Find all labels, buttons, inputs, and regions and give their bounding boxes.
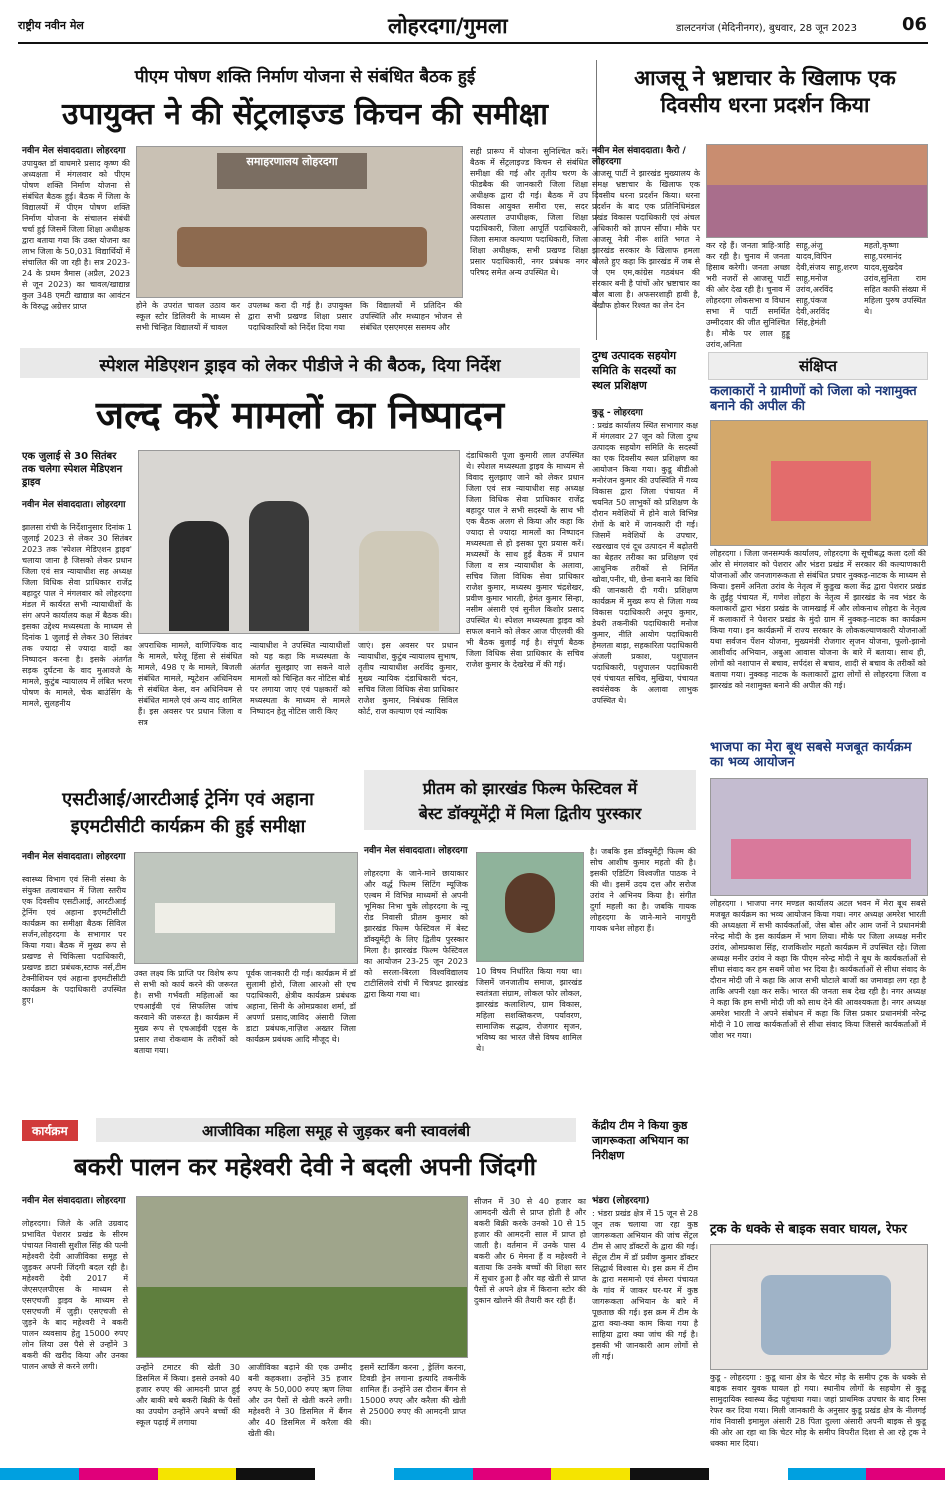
story1-photo <box>136 146 463 298</box>
story6-photo <box>476 852 584 962</box>
person <box>249 501 309 631</box>
story1-col5: सही प्रारूप में योजना सुनिश्चित करें। बैठक में सेंट्रलाइज्ड किचन से संबंधित समीक्षा की गई और तृतीय चरण के फीडबैक की जानकारी जिला शिक्षा अधीक्षक द्वारा दी गई। बैठक में उप विकास आयुक्त समीरा एस, सदर अस्पताल उपाधीक्षक, जिला शिक्षा पदाधिकारी, जिला आपूर्ति पदाधिकारी, जिला समाज कल्याण पदाधिकारी, जिला शिक्षा अधीक्षक, सभी प्रखण्ड शिक्षा प्रसार पदाधिकारी, नगर प्रबंधक नगर परिषद समेत अन्य उपस्थित थे। <box>470 147 588 277</box>
brief2-text: लोहरदगा । भाजपा नगर मण्डल कार्यालय अटल भवन में मेरा बूथ सबसे मजबूत कार्यक्रम का भव्य आयोजन किया गया। नगर अध्यक्ष अमरेश भारती की अध्यक्षता में सभी कार्यकर्ताओं, जेस बोस और आम जनों ने प्रधानमंत्री नरेन्द्र मोदी के इस कार्यक्रम में भाग लिया। मौके पर जिला अध्यक्ष मनीर उरांव, ओमप्रकाश सिंह, राजकिशोर महतो कार्यक्रम में उपस्थित रहे। जिला अध्यक्ष मनीर उरांव ने कहा कि पीएम नरेन्द्र मोदी ने बूथ के कार्यकर्ताओं से सीधा संवाद कर हम सबमें जोश भर दिया है। कार्यकर्ताओं से सीधा संवाद के दौरान मोदी जी ने कहा कि आज सभी घोटाले बाजों का जमावड़ा लग रहा है ताकि अपनी रक्षा कर सकें। भारत की जनता सब देख रही है। नगर अध्यक्ष ने कहा कि हम सभी मोदी जी को साथ देने की आवश्यकता है। नगर अध्यक्ष अमरेश भारती ने अपने संबोधन में कहा कि जिस प्रकार प्रधानमंत्री नरेन्द्र मोदी ने 10 लाख कार्यकर्ताओं से सीधा संवाद किया जिससे कार्यकर्ताओं में जोश भर गया। <box>710 899 926 1040</box>
story3-col4: जाएं। इस अवसर पर प्रधान न्यायाधीश, कुटुंब न्यायालय सुभाष, तृतीय न्यायाधीश अरविंद कुमार, मुख्य न्यायिक दंडाधिकारी चंदन, सचिव जिला विधिक सेवा प्राधिकार राजेश कुमार, निबंधक सिविल कोर्ट, राज कल्याण एवं न्यायिक <box>358 641 458 716</box>
story3-byline: नवीन मेल संवाददाता। लोहरदगा <box>22 500 126 510</box>
story3-headline: जल्द करें मामलों का निष्पादन <box>95 392 505 437</box>
story7-photo <box>136 1196 468 1358</box>
brief1-photo <box>710 420 928 546</box>
edition-title: लोहरदगा/गुमला <box>388 13 508 38</box>
story2-col1: आजसू पार्टी ने झारखंड मुख्यालय के समक्ष भ्रष्टाचार के खिलाफ एक दिवसीय धरना प्रदर्शन किया। धरना प्रदर्शन के बाद एक प्रतिनिधिमंडल प्रखंड विकास पदाधिकारी एवं अंचल अधिकारी को ज्ञापन सौंपा। मौके पर आजसू नेत्री नीरू शांति भगत ने झारखंड सरकार के खिलाफ हमला बोलते हुए कहा कि झारखंड में जब से जे एम एम,कांग्रेस गठबंधन की सरकार बनी है पांचों ओर भ्रष्टाचार का बोल बाला है। अफसरशाही हावी है, बेखौफ होकर रिश्वत का लेन देन <box>592 169 700 310</box>
story3-col2: अपराधिक मामले, वाणिज्यिक वाद के मामले, घरेलू हिंसा से संबंधित मामले, 498 ए के मामले, बिजली संबंधित मामले, म्यूटेशन अधिनियम से संबंधित केस, वन अधिनियम से संबंधित मामले एवं अन्य वाद शामिल हैं। इस अवसर पर प्रधान जिला व सत्र <box>138 641 242 727</box>
story8-col1: : भंडरा प्रखंड क्षेत्र में 15 जून से 28 जून तक चलाया जा रहा कुष्ठ जागरूकता अभियान की जांच सेंट्रल टीम से आए डॉक्टरों के द्वारा की गई। सेंट्रल टीम में डॉ प्रवीण कुमार डॉक्टर सिद्धार्थ विश्वास थे। इस क्रम में टीम के द्वारा मसमानो एवं सेमरा पंचायत के गांव में जाकर घर-घर में कुष्ठ जागरूकता अभियान के बारे में पूछताछ की गई। इस क्रम में टीम के द्वारा क्या-क्या काम किया गया है साहिया द्वारा क्या जांच की गई है। इसकी भी जानकारी आम लोगों से ली गई। <box>592 1209 698 1361</box>
story6-headline-line1: प्रीतम को झारखंड फिल्म फेस्टिवल में <box>422 779 638 798</box>
story7-col5: सीजन में 30 से 40 हजार का आमदनी खेती से प्राप्त होती है और बकरी बिक्री करके उनको 10 से 15 हजार की आमदनी साल में प्राप्त हो जाती है। वर्तमान में उनके पास 4 बकरी और 6 मेमना हैं व महेश्वरी ने बताया कि उनके बच्चों की शिक्षा स्तर में सुधार हुआ है और वह खेती से प्राप्त पैसों से अपने क्षेत्र में किराना स्टोर की दुकान खोलने की तैयारी कर रही हैं। <box>474 1197 586 1305</box>
story7-col4: इसमें स्टार्किंग करना , ड्रेलिंग करना, टिवडी ड्रेन लगाना इत्यादि तकनीकें शामिल हैं। उन्होंने उस दौरान बैंगन से 15000 रुपए और करैला की खेती से 25000 रुपए की आमदनी प्राप्त की। <box>360 1363 466 1427</box>
story3-col3: न्यायाधीश ने उपस्थित न्यायाधीशों को यह कहा कि मध्यस्थता के अंतर्गत सुलझाए जा सकने वाले मामलों को चिन्हित कर नोटिस बोर्ड पर लगाया जाए एवं पक्षकारों को मध्यस्थता के माध्यम से मामले निष्पादन हेतु नोटिस जारी किए <box>250 641 350 716</box>
story5-byline: नवीन मेल संवाददाता। लोहरदगा <box>22 852 126 862</box>
story6-headline-line2: बेस्ट डॉक्यूमेंट्री में मिला द्वितीय पुरस्कार <box>418 804 642 823</box>
portrait <box>505 873 555 933</box>
story6-col2: 10 विषय निर्धारित किया गया था। जिसमें जनजातीय समाज, झारखंड स्वतंत्रता संग्राम, लोकल फोर लोकल, झारखंड कलाशिल्प, ग्राम विकास, महिला सशक्तिकरण, पर्यावरण, सामाजिक सद्भाव, रोजगार सृजन, भविष्य का भारत जैसे विषय शामिल थे। <box>476 967 582 1053</box>
story4-headline: दुग्ध उत्पादक सहयोग समिति के सदस्यों का स्थल प्रशिक्षण <box>592 349 677 392</box>
story8-byline: भंडरा (लोहरदगा) <box>592 1196 650 1206</box>
story1-col2: होने के उपरांत चावल उठाव कर स्कूल स्टोर डिलिवरी के माध्यम से सभी चिन्हित विद्यालयों में चावल <box>136 301 240 332</box>
story7-col3: आजीविका बढ़ाने की एक उम्मीद बनी कहकशा। उन्होंने 35 हजार रुपए के 50,000 रुपए ऋण लिया और उन पैसों से खेती करने लगी। महेश्वरी ने 30 डिसमिल में बैंगन और 40 डिसमिल में करैला की खेती की। <box>248 1363 352 1438</box>
story7-headline: बकरी पालन कर महेश्वरी देवी ने बदली अपनी जिंदगी <box>74 1152 536 1181</box>
story5-headline-line2: इएमटीसीटी कार्यक्रम की हुई समीक्षा <box>70 816 306 837</box>
story5-headline-line1: एसटीआई/आरटीआई ट्रेनिंग एवं अहाना <box>62 789 314 810</box>
story2-photo <box>706 144 928 238</box>
story3-photo <box>138 450 460 634</box>
story6-headline <box>364 776 696 826</box>
story2-byline: नवीन मेल संवाददाता। कैरो / लोहरदगा <box>592 146 686 167</box>
brief3-title: ट्रक के धक्के से बाइक सवार घायल, रेफर <box>710 1222 907 1237</box>
story1-col3: उपलब्ध करा दी गई है। उपायुक्त द्वारा सभी प्रखण्ड शिक्षा प्रसार पदाधिकारियों को निर्देश दिया गया <box>248 301 352 332</box>
story5-photo <box>134 852 358 964</box>
masthead <box>18 12 928 44</box>
story7-tag: कार्यक्रम <box>22 1120 78 1141</box>
story6-col1: लोहरदगा के जाने-माने छायाकार और वर्द्ध फिल्म सिटिंग म्यूजिक एल्बम में विभिन्न माध्यमों से अपनी भूमिका निभा चुके लोहरदगा के न्यू रोड निवासी प्रीतम कुमार को झारखंड फिल्म फेस्टिवल में बेस्ट डॉक्यूमेंट्री के लिए द्वितीय पुरस्कार मिला है। झारखंड फिल्म फेस्टिवल का आयोजन 23-25 जून 2023 को सरला-बिरला विश्वविद्यालय टाटीसिलवे रांची में चित्रपट झारखंड द्वारा किया गया था। <box>364 869 468 999</box>
conference-table <box>155 903 335 933</box>
paper-logo: राष्ट्रीय नवीन मेल <box>18 19 84 32</box>
story7-col1: लोहरदगा। जिले के अति उग्रवाद प्रभावित पेशरार प्रखंड के सीरम पंचायत निवासी सुशील सिंह की पत्नी महेश्वरी देवी आजीविका समूह से जुड़कर अपनी जिंदगी बदल रही है। महेश्वरी देवी 2017 में जेएसएलपीएस के माध्यम से एसएचजी ड्राइव के माध्यम से एसएचजी में जुड़ी। एसएचजी से जुड़ने के बाद महेश्वरी ने बकरी पालन व्यवसाय हेतु 15000 रुपए लोन लिया उस पैसे से उन्होंने 3 बकरी की खरीद किया और उनका पालन अच्छे से करने लगी। <box>22 1219 128 1371</box>
story1-col4: कि विद्यालयों में प्रतिदिन की उपस्थिति और मध्याहन भोजन से संबंधित एसएमएस ससमय और <box>360 301 462 332</box>
patient <box>761 1275 891 1355</box>
story6-col3: है। जबकि इस डॉक्यूमेंट्री फिल्म की सोच आशीष कुमार महतो की है। इसकी एडिटिंग विश्वजीत पाठक ने की थी। इसमें उदय दत्त और सरोज उरांव ने अभिनय किया है। संगीत दुर्गा महली का है। जबकि गायक लोहरदगा के जाने-माने नागपुरी गायक धनेश लोहरा हैं। <box>590 847 696 933</box>
story3-col1: झालसा रांची के निर्देशानुसार दिनांक 1 जुलाई 2023 से लेकर 30 सितंबर 2023 तक 'स्पेशल मेडिएशन ड्राइव' चलाया जाना है जिसको लेकर प्रधान जिला एवं सत्र न्यायाधीश सह अध्यक्ष जिला विधिक सेवा प्राधिकार राजेंद्र बहादुर पाल ने मंगलवार को लोहरदगा मंडल में कार्यरत सभी न्यायाधीशों के संग अपने कार्यालय कक्ष में बैठक की। इसका उद्देश्य मध्यस्थता के माध्यम से दिनांक 1 जुलाई से लेकर 30 सितंबर तक ज्यादा से ज्यादा वादों का निष्पादन करना है। इसके अंतर्गत सड़क दुर्घटना के वाद मुआवजे के मामले, कुटुंब न्यायालय में लंबित भरण पोषण के मामले, चेक बाउंसिंग के मामले, सुलहनीय <box>22 523 132 708</box>
story5-col2: उक्त लक्ष्य कि प्राप्ति पर विशेष रूप से सभी को कार्य करने की जरूरत है। सभी गर्भवती महिलाओं का एचआईवी एवं सिफलिस जांच करवाने की जरूरत है। कार्यक्रम में मुख्य रूप से एचआईवी एड्स के प्रसार तथा रोकथाम के तरीकों को बताया गया। <box>134 969 238 1055</box>
story1-col1: उपायुक्त डॉ वाघमारे प्रसाद कृष्ण की अध्यक्षता में मंगलवार को पीएम पोषण शक्ति निर्माण योजना से संबंधित बैठक हुई। बैठक में जिला के विद्यालयों में पीएम पोषण शक्ति निर्माण योजना के संचालन संबंधी चर्चा हुई जिसमें जिला शिक्षा अधीक्षक द्वारा बताया गया कि उक्त योजना का लाभ जिला के 50,031 विद्यार्थियों में संचालित की जा रही है। सत्र 2023-24 के प्रथम त्रैमास (अप्रैल, 2023 से जून 2023) का चावल/खाद्यान्न कुल 348 एमटी खाद्यान्न का आवंटन के विरुद्ध अग्रेत्तर प्राप्त <box>22 159 130 311</box>
dateline: डालटनगंज (मेदिनीनगर), बुधवार, 28 जून 2023 <box>676 23 857 34</box>
banner <box>771 461 871 521</box>
story5-headline <box>18 786 358 840</box>
story4-byline: कुडू - लोहरदगा <box>592 408 643 418</box>
story1-headline: उपायुक्त ने की सेंट्रलाइज्ड किचन की समीक्षा <box>62 97 548 132</box>
brief3-text: कुडू - लोहरदगा : कुडू थाना क्षेत्र के चेटर मोड़ के समीप ट्रक के धक्के से बाइक सवार युवक घायल हो गया। स्थानीय लोगों के सहयोग से कुडू सामुदायिक स्वास्थ्य केंद्र पहुंचाया गया। जहां प्राथमिक उपचार के बाद रिम्स रेफर कर दिया गया। मिली जानकारी के अनुसार कुडू प्रखंड क्षेत्र के नीलगई गांव निवासी इमामुल अंसारी 28 पिता दुल्ला अंसारी अपनी बाइक से कुडू की ओर आ रहा था कि चेटर मोड़ के समीप विपरीत दिशा से आ रहे ट्रक ने धक्का मार दिया। <box>710 1373 926 1448</box>
story3-kicker: स्पेशल मेडिएशन ड्राइव को लेकर पीडीजे ने की बैठक, दिया निर्देश <box>99 356 501 376</box>
brief1-text: लोहरदगा । जिला जनसम्पर्क कार्यालय, लोहरदगा के सूचीबद्ध कला दलों की ओर से मंगलवार को पेशरार और भंडरा प्रखंड में सरकार की कल्याणकारी योजनाओं और जनजागरूकता से संबंधित प्रचार नुक्कड़-नाटक के माध्यम से किया। इसमें अनिता उरांव के नेतृत्व में कुडुख कला केंद्र द्वारा पेशरार प्रखंड के तुईहु पंचायत में, गणेश लोहरा के नेतृत्व में झारखंड के नव भंडर के कलाकारों द्वारा भंडरा प्रखंड के जामखाई में और लोकनाथ लोहरा के नेतृत्व में कलाकारों ने पेशरार प्रखंड के मुंदो ग्राम में नुक्कड़-नाटक का कार्यक्रम किया गया। इन कार्यक्रमों में राज्य सरकार के लोककल्याणकारी योजनाओं यथा सर्वजन पेंशन योजना, मुख्यमंत्री रोजगार सृजन योजना, फूलो-झानो आशीर्वाद अभियान, अबुआ आवास योजना के बारे में बताया। साथ ही, लोगों को नशापान से बचाव, सर्पदंश से बचाव, शादी से बचाव के तरीकों को बताया गया। नुक्कड़ नाटक के कलाकारों द्वारा लोगों से लोहरदगा जिला व झारखंड को नशामुक्त बनाने की अपील की गई। <box>710 549 926 690</box>
story4-col1: : प्रखंड कार्यालय स्थित सभागार कक्ष में मंगलवार 27 जून को जिला दुग्ध उत्पादक सहयोग समिति के सदस्यों का एक दिवसीय स्थल प्रशिक्षण का आयोजन किया गया। कुडू बीडीओ मनोरंजन कुमार की उपस्थिति में गव्य विकास द्वारा जिला पंचायत में चयनित 50 लाभुकों को प्रशिक्षण के दौरान मवेशियों में होने वाले विभिन्न रोगों के बारे में जानकारी दी गई। जिसमें मवेशियों के उपचार, रखरखाव एवं दूध उत्पादन में बढ़ोतरी का बेहतर तरीका का प्रशिक्षण एवं आधुनिक तरीकों से निर्मित खोवा,पनीर, घी, छेना बनाने का विधि की जानकारी दी गयी। प्रशिक्षण कार्यक्रम में मुख्य रूप से जिला गव्य विकास पदाधिकारी अनूप कुमार, डेयरी तकनीकी पदाधिकारी मनोज कुमार, नीति आयोग पदाधिकारी हेमलता बाड़ा, सहकारिता पदाधिकारी अंजली प्रकाश, पशुपालन पदाधिकारी, पशुपालन पदाधिकारी एवं पंचायत सचिव, मुखिया, पंचायत स्वयंसेवक के अलावा लाभुक उपस्थित थे। <box>592 421 698 705</box>
brief3-photo <box>710 1244 928 1370</box>
story3-subhead: एक जुलाई से 30 सितंबर तक चलेगा स्पेशल मेडिएशन ड्राइव <box>22 451 123 488</box>
story7-byline: नवीन मेल संवाददाता। लोहरदगा <box>22 1196 126 1206</box>
story5-col1: स्वास्थ्य विभाग एवं सिनी संस्था के संयुक्त तत्वावधान में जिला स्तरीय एक दिवसीय एसटीआई, आरटीआई ट्रेनिंग एवं अहाना इएमटीसीटी कार्यक्रम का समीक्षा बैठक सिविल सर्जन,लोहरदगा के सभागार पर किया गया। बैठक में मुख्य रूप से प्रखण्ड से चिकित्सा पदाधिकारी, प्रखण्ड डाटा प्रबंधक,स्टाफ नर्स,टीम टेक्नीशियन एवं अहाना इएमटीसीटी कार्यक्रम के पदाधिकारी उपस्थित हुए। <box>22 875 126 1005</box>
story2-col2: कर रहे हैं। जनता त्राहि-त्राहि कर रही है। चुनाव में जनता हिसाब करेगी। जनता अच्छा भरी नजरों से आजसू पार्टी की ओर देख रही है। चुनाव में लोहरदगा लोकसभा व विधान सभा में पार्टी समर्थित उम्मीदवार की जीत सुनिश्चित है। मौके पर लाल हुड्डू उरांव,अनिता <box>706 241 790 349</box>
story2-col3: साहू,अंजु यादव,विपिन देवी,संजय साहू,शरण साहू,मनोज उरांव,अरविंद साहू,पंकज देवी,अरविंद सिंह,हेमंती महतो,कृष्णा साहू,परमानंद यादव,सुखदेव उरांव,सुनिता राम सहित काफी संख्या में महिला पुरुष उपस्थित थे। <box>796 241 926 327</box>
story2-headline: आजसू ने भ्रष्टाचार के खिलाफ एक दिवसीय धरना प्रदर्शन किया <box>634 65 896 117</box>
brief2-photo <box>710 778 928 896</box>
sidebar-title: संक्षिप्त <box>708 352 928 380</box>
crop-field <box>137 1287 467 1357</box>
story7-col2: उन्होंने टमाटर की खेती 30 डिसमिल में किया। इससे उनको 40 हजार रुपए की आमदनी प्राप्त हुई और बाकी बचे बकरी बिक्री के पैसों का उपयोग उन्होंने अपने बच्चों की स्कूल पढ़ाई में लगाया <box>136 1363 240 1427</box>
page-number: 06 <box>902 14 928 35</box>
story8-headline: केंद्रीय टीम ने किया कुष्ठ जागरूकता अभियान का निरीक्षण <box>592 1119 689 1162</box>
brief1-title: कलाकारों ने ग्रामीणों को जिला को नशामुक्त बनाने की अपील की <box>710 384 917 414</box>
story7-kicker: आजीविका महिला समूह से जुड़कर बनी स्वावलंबी <box>201 1122 470 1140</box>
audience <box>731 839 911 879</box>
story1-byline: नवीन मेल संवाददाता। लोहरदगा <box>22 146 126 156</box>
story6-byline: नवीन मेल संवाददाता। लोहरदगा <box>364 846 468 856</box>
story1-kicker: पीएम पोषण शक्ति निर्माण योजना से संबंधित बैठक हुई <box>134 67 476 87</box>
meeting-table <box>177 227 427 267</box>
photo-sign: समाहरणालय लोहरदगा <box>217 153 367 189</box>
person <box>359 531 439 631</box>
story3-col5: दंडाधिकारी पूजा कुमारी लाल उपस्थित थे। स्पेशल मध्यस्थता ड्राइव के माध्यम से विवाद सुलझाए जाने को लेकर प्रधान जिला एवं सत्र न्यायाधीश सह अध्यक्ष जिला विधिक सेवा प्राधिकार राजेंद्र बहादुर पाल ने सभी सदस्यों के साथ भी एक बैठक अलग से किया और कहा कि ज्यादा से ज्यादा मामलों का निष्पादन मध्यस्थता से हो इसका पूरा प्रयास करें। मध्यस्थों के साथ हुई बैठक में प्रधान जिला व सत्र न्यायाधीश के अलावा, सचिव जिला विधिक सेवा प्राधिकार राजेश कुमार, मध्यस्थ कुमार चंद्रशेखर, प्रवीण कुमार भारती, हेमंत कुमार सिन्हा, नसीम अंसारी एवं सुनील किशोर प्रसाद उपस्थित थे। स्पेशल मध्यस्थता ड्राइव को सफल बनाने को लेकर आज पीएलवी की भी बैठक बुलाई गई है। संपूर्ण बैठक जिला विधिक सेवा प्राधिकार के सचिव राजेश कुमार के देखरेख में की गई। <box>466 451 584 669</box>
print-color-strip <box>0 1468 945 1480</box>
person <box>169 521 229 631</box>
story5-col3: पूर्वक जानकारी दी गई। कार्यक्रम में डॉ सुलामी होरो, जिला आरओ सी एच पदाधिकारी, क्षेत्रीय कार्यक्रम प्रबंधक अहाना, सिनी के ओमप्रकाश शर्मा, डॉ अपर्णा प्रसाद,जाविद अंसारी जिला डाटा प्रबंधक,नाज़िश अख्तर जिला कार्यक्रम प्रबंधक आदि मौजूद थे। <box>246 969 356 1044</box>
crowd <box>707 185 927 237</box>
brief2-title: भाजपा का मेरा बूथ सबसे मजबूत कार्यक्रम का भव्य आयोजन <box>710 740 912 770</box>
